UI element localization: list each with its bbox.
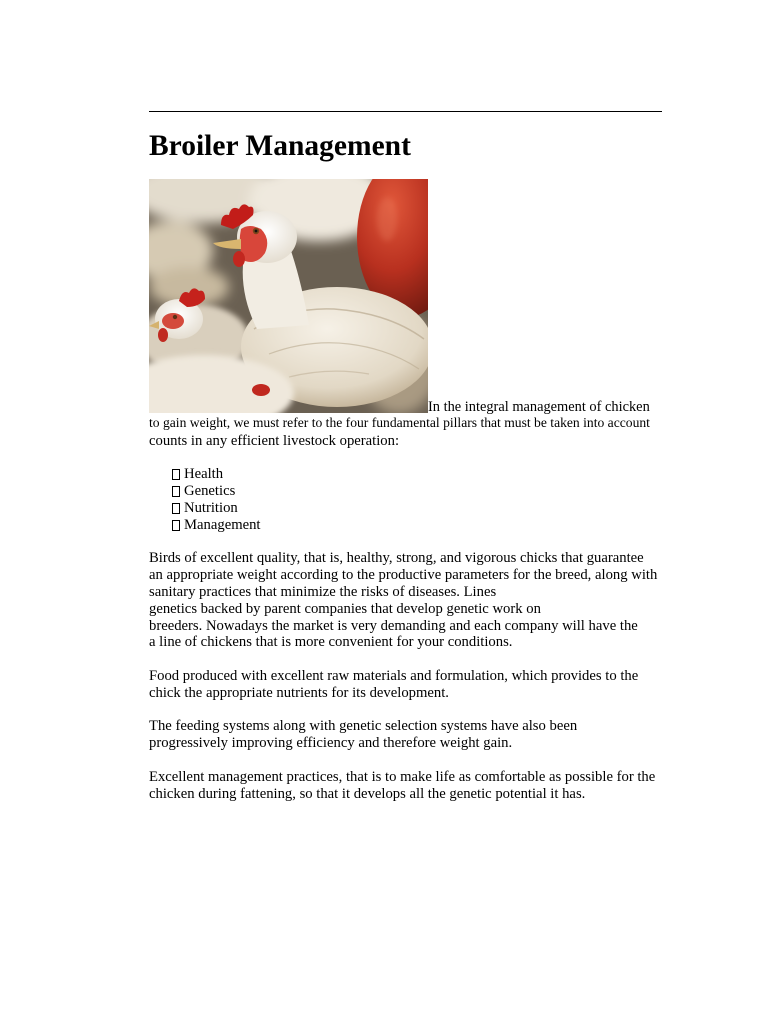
pillar-label: Genetics [184, 483, 236, 500]
paragraph-line: genetics backed by parent companies that develop genetic work on [149, 600, 541, 617]
intro-line: to gain weight, we must refer to the four fundamental pillars that must be taken into account [149, 415, 650, 430]
paragraph-line: breeders. Nowadays the market is very demanding and each company will have the [149, 617, 638, 634]
pillar-label: Nutrition [184, 499, 238, 516]
bullet-box-icon [172, 520, 180, 531]
paragraph-line: Food produced with excellent raw materials and formulation, which provides to the [149, 667, 639, 684]
paragraph-line: a line of chickens that is more convenient for your conditions. [149, 634, 513, 651]
paragraph-line: Birds of excellent quality, that is, healthy, strong, and vigorous chicks that guarantee [149, 550, 644, 567]
intro-line-after-image: In the integral management of chicken [428, 398, 650, 415]
pillar-item-genetics [149, 483, 689, 500]
paragraph-bird-quality [149, 550, 689, 651]
intro-line: counts in any efficient livestock operation: [149, 432, 400, 449]
paragraph-line: Excellent management practices, that is to make life as comfortable as possible for the [149, 768, 656, 785]
pillar-label: Health [184, 466, 224, 483]
bullet-box-icon [172, 486, 180, 497]
pillar-item-nutrition [149, 500, 689, 517]
bullet-box-icon [172, 503, 180, 514]
bullet-box-icon [172, 469, 180, 480]
paragraph-line: chick the appropriate nutrients for its development. [149, 684, 449, 701]
paragraph-line: an appropriate weight according to the productive parameters for the breed, along with [149, 567, 658, 584]
paragraph-line: sanitary practices that minimize the risks of diseases. Lines [149, 583, 497, 600]
top-divider-rule [149, 111, 662, 112]
paragraph-management-practices [149, 769, 689, 803]
paragraph-line: chicken during fattening, so that it develops all the genetic potential it has. [149, 785, 586, 802]
pillars-list [149, 466, 689, 533]
paragraph-line: The feeding systems along with genetic selection systems have also been [149, 718, 578, 735]
pillar-item-management [149, 517, 689, 534]
pillar-item-health [149, 466, 689, 483]
pillar-label: Management [184, 516, 261, 533]
paragraph-food [149, 668, 689, 702]
body-text [149, 433, 689, 803]
chickens-photo [149, 179, 428, 413]
page-title: Broiler Management [149, 130, 411, 162]
paragraph-feeding-systems [149, 718, 689, 752]
paragraph-line: progressively improving efficiency and therefore weight gain. [149, 735, 513, 752]
